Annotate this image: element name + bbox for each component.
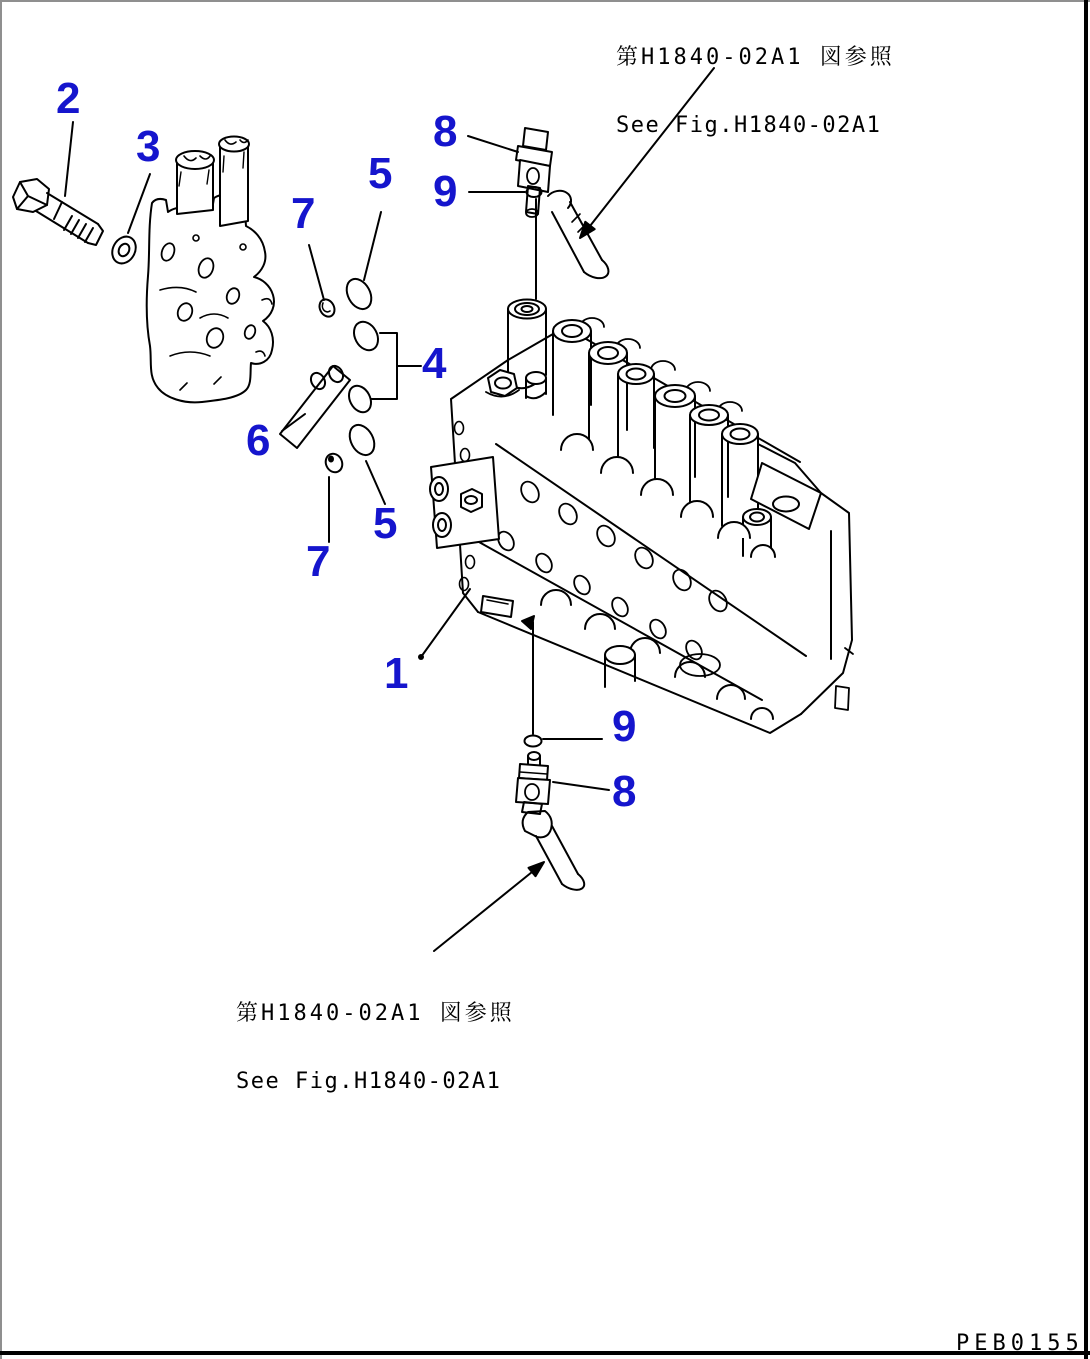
oring-9-bottom (525, 736, 542, 747)
reference-note-bottom (236, 960, 515, 1115)
callout-1: 1 (384, 649, 409, 698)
callout-8-top: 8 (433, 107, 458, 156)
plug-7-upper (317, 297, 338, 319)
reference-note-bottom-jp: 第H1840-02A1 図参照 (236, 1001, 515, 1026)
callout-7-upper: 7 (291, 189, 316, 238)
callout-2: 2 (56, 74, 81, 123)
callout-9-top: 9 (433, 167, 458, 216)
oring-4-top (349, 318, 383, 355)
reference-note-top-en: See Fig.H1840-02A1 (616, 112, 882, 138)
callout-5-lower: 5 (373, 499, 398, 548)
callout-8-bottom: 8 (612, 767, 637, 816)
main-valve-drawing (430, 300, 853, 734)
callout-5-upper: 5 (368, 149, 393, 198)
callout-3: 3 (136, 122, 161, 171)
reference-note-top-jp: 第H1840-02A1 図参照 (616, 45, 895, 70)
callout-9-bottom: 9 (612, 702, 637, 751)
service-valve-drawing (147, 137, 274, 403)
reference-note-top (616, 4, 895, 159)
oring-5-upper (342, 275, 376, 314)
callout-6: 6 (246, 416, 271, 465)
plug-7-lower (323, 451, 346, 475)
elbow-fitting-top (516, 128, 552, 217)
callout-4: 4 (422, 339, 447, 388)
page-code: PEB0155 (956, 1331, 1084, 1356)
callout-7-lower: 7 (306, 537, 331, 586)
tube-top (548, 191, 608, 278)
seal-kit-6 (280, 363, 350, 448)
washer-drawing (108, 232, 141, 267)
bolt-drawing (13, 179, 103, 245)
oring-5-lower (345, 421, 379, 460)
reference-note-bottom-en: See Fig.H1840-02A1 (236, 1068, 502, 1094)
tube-bottom (523, 811, 585, 890)
elbow-fitting-bottom (516, 752, 550, 814)
reference-leader-bottom (434, 862, 544, 951)
